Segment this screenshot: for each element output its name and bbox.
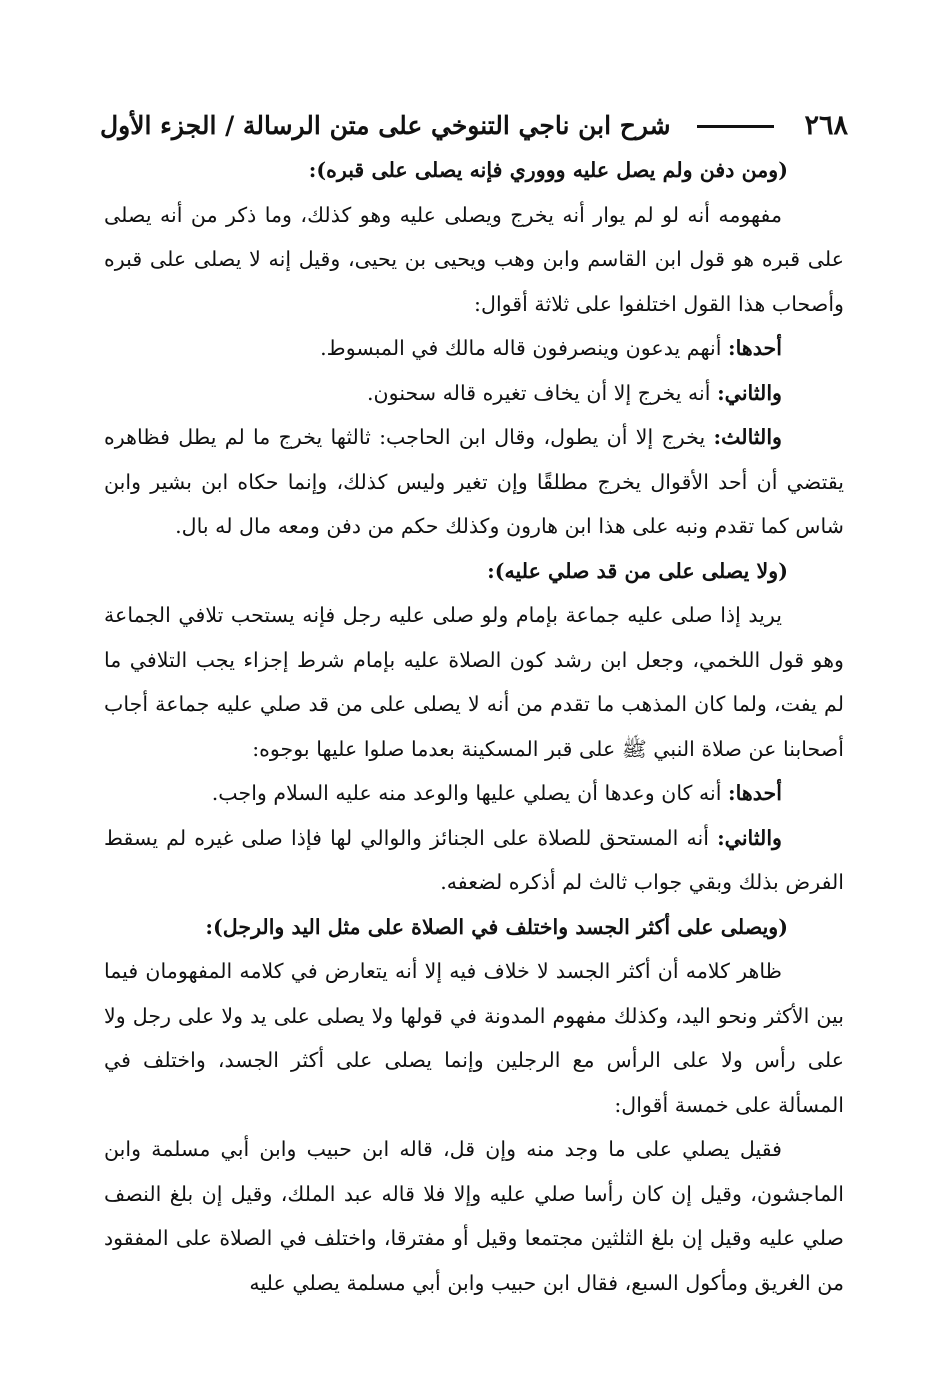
- list-item: [104, 415, 844, 549]
- item-text: يخرج إلا أن يطول، وقال ابن الحاجب: ثالثها يخرج ما لم يطل فظاهره يقتضي أن أحد الأقوال يخرج مطلقًا وإن تغير وليس كذلك، وإنما حكاه ابن بشير وابن شاس كما تقدم ونبه على هذا ابن هارون وكذلك حكم من دفن ومعه مال له بال.: [104, 425, 844, 538]
- item-label: أحدها:: [728, 336, 782, 360]
- running-title: شرح ابن ناجي التنوخي على متن الرسالة / الجزء الأول: [100, 111, 671, 140]
- page-number: ٢٦٨: [804, 110, 848, 141]
- item-text: أنه المستحق للصلاة على الجنائز والوالي لها فإذا صلى غيره لم يسقط الفرض بذلك وبقي جواب ثالث لم أذكره لضعفه.: [104, 825, 844, 894]
- section-heading-2: (ولا يصلى على من قد صلي عليه):: [487, 558, 788, 583]
- header-rule: [697, 125, 775, 128]
- paragraph: مفهومه أنه لو لم يوار أنه يخرج ويصلى عليه وهو كذلك، وما ذكر من أنه يصلى على قبره هو قول ابن القاسم وابن وهب ويحيى بن يحيى، وقيل إنه لا يصلى على قبره وأصحاب هذا القول اختلفوا على ثلاثة أقوال:: [104, 202, 844, 316]
- item-label: والثالث:: [713, 425, 782, 449]
- item-label: والثاني:: [717, 380, 782, 405]
- list-item: [104, 326, 844, 371]
- list-item: [104, 816, 844, 905]
- item-label: أحدها:: [728, 781, 782, 805]
- item-text: أنهم يدعون وينصرفون قاله مالك في المبسوط.: [320, 336, 728, 360]
- list-item: [104, 771, 844, 816]
- section-heading-3: (ويصلى على أكثر الجسد واختلف في الصلاة على مثل اليد والرجل):: [205, 914, 788, 939]
- paragraph: ظاهر كلامه أن أكثر الجسد لا خلاف فيه إلا أنه يتعارض في كلامه المفهومان فيما بين الأكثر ونحو اليد، وكذلك مفهوم المدونة في قولها ولا يصلى على يد ولا على رجل ولا على رأس ولا على الرأس مع الرجلين وإنما يصلى على أكثر الجسد، واختلف في المسألة على خمسة أقوال:: [104, 959, 844, 1117]
- paragraph: فقيل يصلي على ما وجد منه وإن قل، قاله ابن حبيب وابن أبي مسلمة وابن الماجشون، وقيل إن كان رأسا صلي عليه وإلا فلا قاله عبد الملك، وقيل إن بلغ النصف صلي عليه وقيل إن بلغ الثلثين مجتمعا وقيل أو مفترقا، واختلف في الصلاة على المفقود من الغريق ومأكول السبع، فقال ابن حبيب وابن أبي مسلمة يصلي عليه: [104, 1137, 844, 1295]
- page-body: [104, 148, 844, 1305]
- page-header: [100, 108, 848, 144]
- section-heading-1: (ومن دفن ولم يصل عليه وووري فإنه يصلى على قبره):: [308, 158, 788, 182]
- item-label: والثاني:: [717, 825, 782, 850]
- list-item: [104, 371, 844, 416]
- paragraph: يريد إذا صلى عليه جماعة بإمام ولو صلى عليه رجل فإنه يستحب تلافي الجماعة وهو قول اللخمي، وجعل ابن رشد كون الصلاة عليه بإمام شرط إجزاء يجب التلافي ما لم يفت، ولما كان المذهب ما تقدم من أنه لا يصلى على من قد صلي عليه جماعة أجاب أصحابنا عن صلاة النبي ﷺ على قبر المسكينة بعدما صلوا عليها بوجوه:: [104, 603, 844, 761]
- item-text: أنه كان وعدها أن يصلي عليها والوعد منه عليه السلام واجب.: [211, 781, 728, 805]
- item-text: أنه يخرج إلا أن يخاف تغيره قاله سحنون.: [367, 380, 718, 405]
